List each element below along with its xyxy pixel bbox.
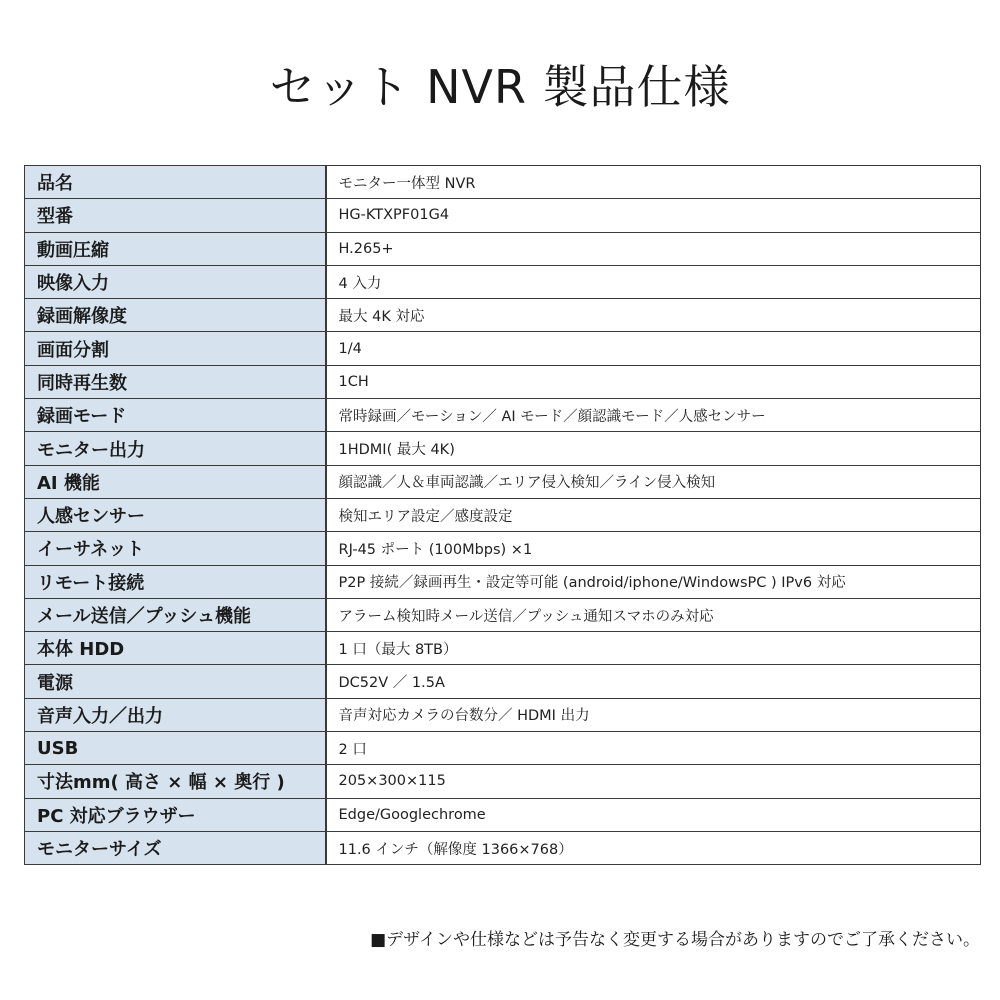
spec-value: 1 口（最大 8TB） [326,632,981,665]
spec-row [25,299,981,332]
spec-row [25,698,981,731]
spec-label: 品名 [25,166,326,199]
spec-table [24,165,981,865]
spec-row [25,532,981,565]
spec-row [25,732,981,765]
disclaimer-note: ■デザインや仕様などは予告なく変更する場合がありますのでご了承ください。 [370,930,980,950]
spec-row [25,199,981,232]
spec-value: 1/4 [326,332,981,365]
spec-value: P2P 接続／録画再生・設定等可能 (android/iphone/WindowsPC ) IPv6 対応 [326,565,981,598]
spec-label: 寸法mm( 高さ × 幅 × 奥行 ) [25,765,326,798]
spec-row [25,598,981,631]
spec-value: 2 口 [326,732,981,765]
spec-row [25,565,981,598]
spec-label: 本体 HDD [25,632,326,665]
spec-value: 1HDMI( 最大 4K) [326,432,981,465]
spec-label: 録画解像度 [25,299,326,332]
spec-row [25,365,981,398]
spec-label: モニターサイズ [25,831,326,864]
spec-row [25,265,981,298]
spec-label: AI 機能 [25,465,326,498]
spec-label: 人感センサー [25,498,326,531]
spec-value: アラーム検知時メール送信／プッシュ通知スマホのみ対応 [326,598,981,631]
spec-label: USB [25,732,326,765]
spec-label: モニター出力 [25,432,326,465]
spec-label: 同時再生数 [25,365,326,398]
spec-value: H.265+ [326,232,981,265]
spec-value: 1CH [326,365,981,398]
spec-row [25,765,981,798]
spec-value: 検知エリア設定／感度設定 [326,498,981,531]
spec-row [25,332,981,365]
spec-row [25,831,981,864]
spec-row [25,232,981,265]
spec-label: 映像入力 [25,265,326,298]
spec-label: メール送信／プッシュ機能 [25,598,326,631]
spec-value: Edge/Googlechrome [326,798,981,831]
spec-label: PC 対応ブラウザー [25,798,326,831]
spec-row [25,632,981,665]
spec-value: 顔認識／人＆車両認識／エリア侵入検知／ライン侵入検知 [326,465,981,498]
spec-label: 電源 [25,665,326,698]
spec-label: 録画モード [25,399,326,432]
spec-value: 11.6 インチ（解像度 1366×768） [326,831,981,864]
spec-row [25,498,981,531]
spec-row [25,465,981,498]
spec-row [25,166,981,199]
spec-value: 音声対応カメラの台数分／ HDMI 出力 [326,698,981,731]
spec-value: 4 入力 [326,265,981,298]
spec-row [25,432,981,465]
spec-label: リモート接続 [25,565,326,598]
spec-value: 205×300×115 [326,765,981,798]
spec-label: イーサネット [25,532,326,565]
spec-value: 最大 4K 対応 [326,299,981,332]
spec-value: 常時録画／モーション／ AI モード／顔認識モード／人感センサー [326,399,981,432]
spec-row [25,665,981,698]
spec-label: 音声入力／出力 [25,698,326,731]
spec-label: 動画圧縮 [25,232,326,265]
spec-value: DC52V ／ 1.5A [326,665,981,698]
spec-label: 画面分割 [25,332,326,365]
spec-table-body [25,166,981,865]
spec-value: モニター一体型 NVR [326,166,981,199]
page-title: セット NVR 製品仕様 [269,60,731,114]
spec-row [25,798,981,831]
spec-row [25,399,981,432]
spec-value: HG-KTXPF01G4 [326,199,981,232]
spec-value: RJ-45 ポート (100Mbps) ×1 [326,532,981,565]
spec-label: 型番 [25,199,326,232]
